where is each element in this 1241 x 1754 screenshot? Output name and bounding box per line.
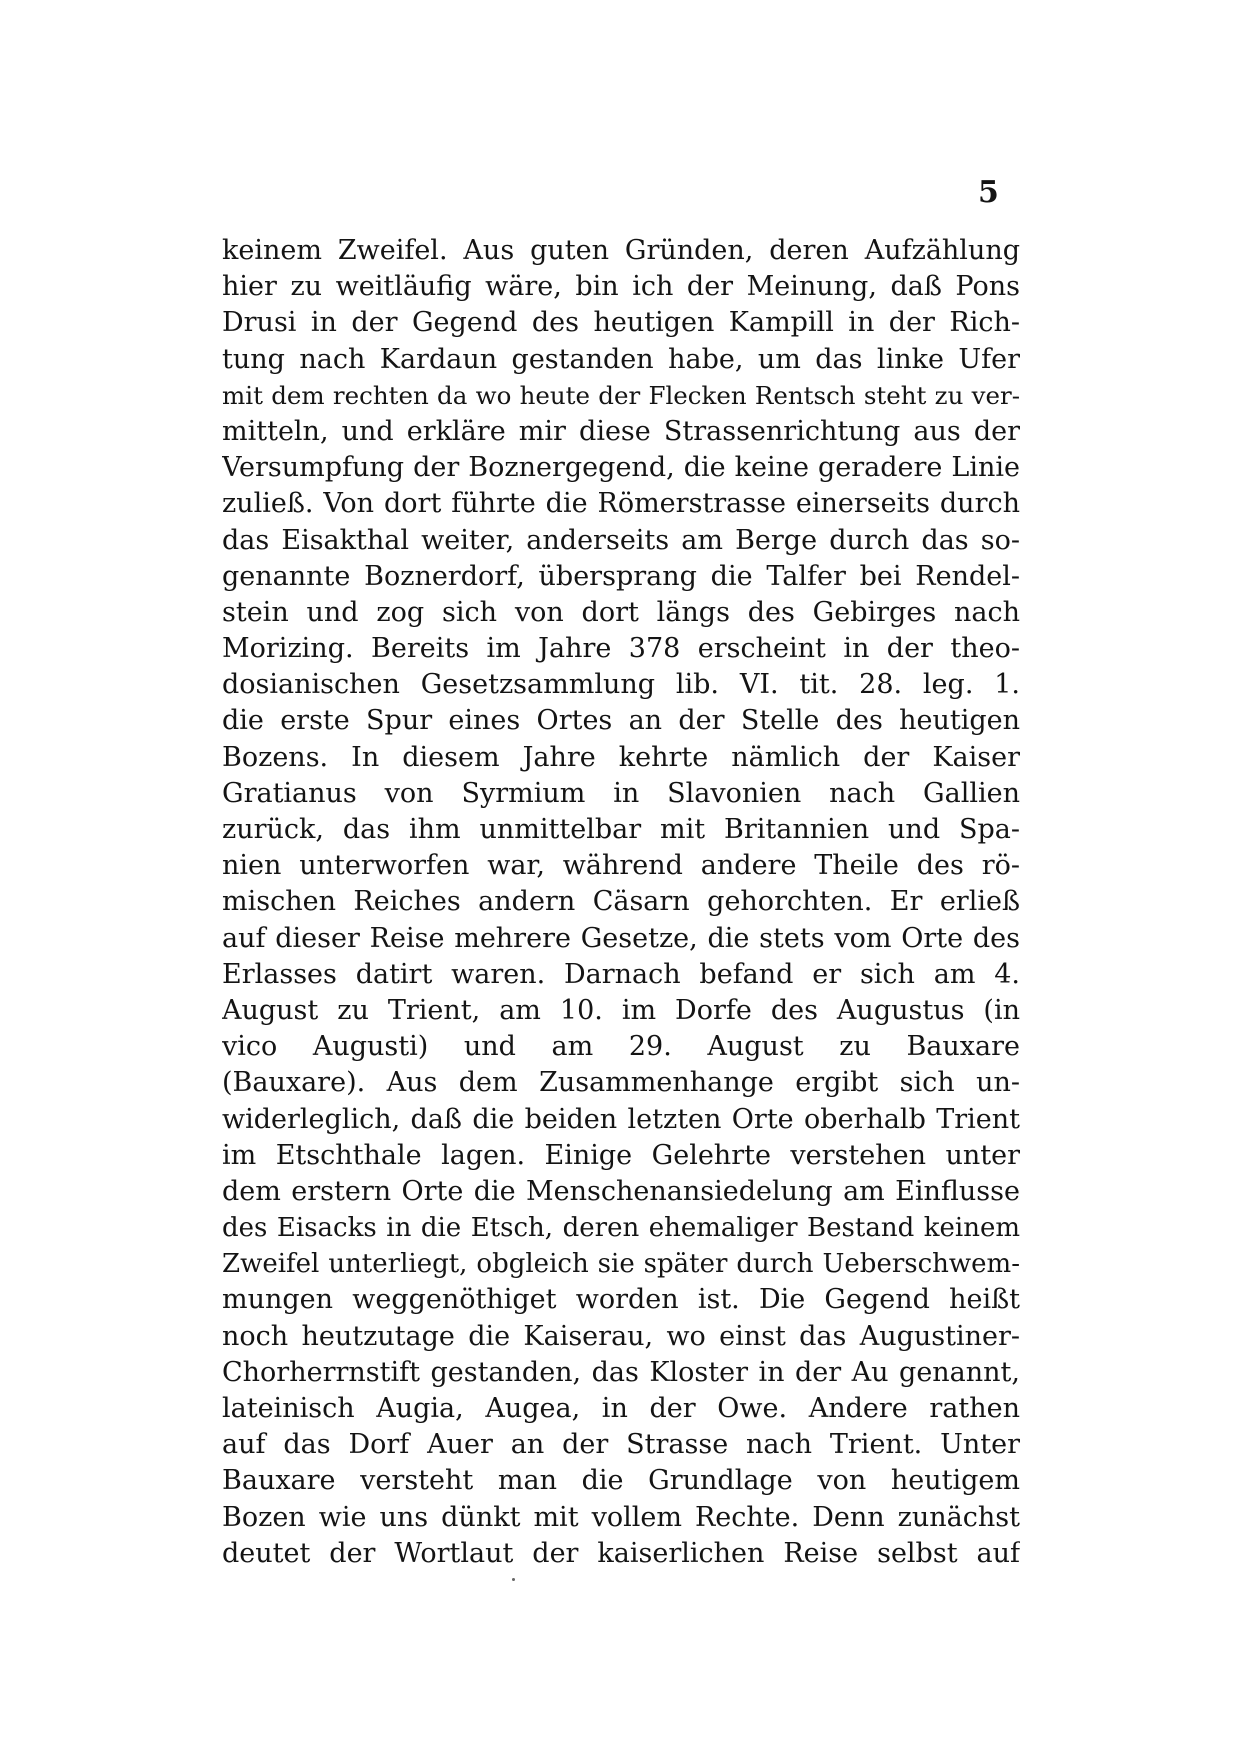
text-line: widerleglich, daß die beiden letzten Orte oberhalb Trient: [222, 1103, 1020, 1135]
text-line: Zweifel unterliegt, obgleich sie später durch Ueberschwem-: [222, 1249, 1020, 1280]
body-text: [222, 233, 1020, 1572]
text-line: deutet der Wortlaut der kaiserlichen Reise selbst auf: [222, 1537, 1020, 1569]
text-line: stein und zog sich von dort längs des Gebirges nach: [222, 596, 1020, 628]
text-line: Drusi in der Gegend des heutigen Kampill in der Rich-: [222, 307, 1020, 339]
text-line: Bozens. In diesem Jahre kehrte nämlich der Kaiser: [222, 741, 1020, 773]
text-line: mitteln, und erkläre mir diese Strassenrichtung aus der: [222, 415, 1020, 447]
text-line: auf dieser Reise mehrere Gesetze, die stets vom Orte des: [222, 922, 1020, 954]
text-line: mischen Reiches andern Cäsarn gehorchten. Er erließ: [222, 886, 1020, 918]
text-line: noch heutzutage die Kaiserau, wo einst das Augustiner-: [222, 1320, 1020, 1352]
text-line: dem erstern Orte die Menschenansiedelung am Einflusse: [222, 1175, 1020, 1207]
text-line: des Eisacks in die Etsch, deren ehemaliger Bestand keinem: [222, 1213, 1020, 1244]
text-line: (Bauxare). Aus dem Zusammenhange ergibt sich un-: [222, 1067, 1020, 1099]
text-line: dosianischen Gesetzsammlung lib. VI. tit. 28. leg. 1.: [222, 669, 1020, 701]
text-line: genannte Boznerdorf, übersprang die Talfer bei Rendel-: [222, 560, 1020, 592]
text-line: im Etschthale lagen. Einige Gelehrte verstehen unter: [222, 1139, 1020, 1171]
text-line: mit dem rechten da wo heute der Flecken Rentsch steht zu ver-: [222, 380, 1020, 410]
text-line: tung nach Kardaun gestanden habe, um das linke Ufer: [222, 343, 1020, 375]
text-line: hier zu weitläufig wäre, bin ich der Meinung, daß Pons: [222, 271, 1020, 303]
text-line: lateinisch Augia, Augea, in der Owe. Andere rathen: [222, 1393, 1020, 1424]
text-line: zurück, das ihm unmittelbar mit Britannien und Spa-: [222, 814, 1020, 845]
text-line: Gratianus von Syrmium in Slavonien nach Gallien: [222, 777, 1020, 809]
text-line: keinem Zweifel. Aus guten Gründen, deren Aufzählung: [222, 235, 1020, 266]
page-number: 5: [978, 175, 999, 210]
text-line: die erste Spur eines Ortes an der Stelle des heutigen: [222, 705, 1020, 737]
text-line: nien unterworfen war, während andere Theile des rö-: [222, 850, 1020, 882]
text-line: das Eisakthal weiter, anderseits am Berge durch das so-: [222, 524, 1020, 556]
text-line: Chorherrnstift gestanden, das Kloster in der Au genannt,: [222, 1356, 1020, 1388]
text-line: Bauxare versteht man die Grundlage von heutigem: [222, 1465, 1020, 1497]
text-line: Bozen wie uns dünkt mit vollem Rechte. Denn zunächst: [222, 1501, 1020, 1533]
text-line: August zu Trient, am 10. im Dorfe des Augustus (in: [222, 994, 1020, 1026]
text-line: zuließ. Von dort führte die Römerstrasse einerseits durch: [222, 488, 1020, 520]
text-line: Morizing. Bereits im Jahre 378 erscheint in der theo-: [222, 633, 1020, 665]
text-line: Versumpfung der Boznergegend, die keine geradere Linie: [222, 452, 1020, 484]
text-line: auf das Dorf Auer an der Strasse nach Trient. Unter: [222, 1429, 1020, 1461]
text-line: vico Augusti) und am 29. August zu Bauxare: [222, 1031, 1020, 1063]
print-speck: [512, 1578, 515, 1581]
text-line: mungen weggenöthiget worden ist. Die Gegend heißt: [222, 1284, 1020, 1316]
text-line: Erlasses datirt waren. Darnach befand er sich am 4.: [222, 958, 1020, 990]
